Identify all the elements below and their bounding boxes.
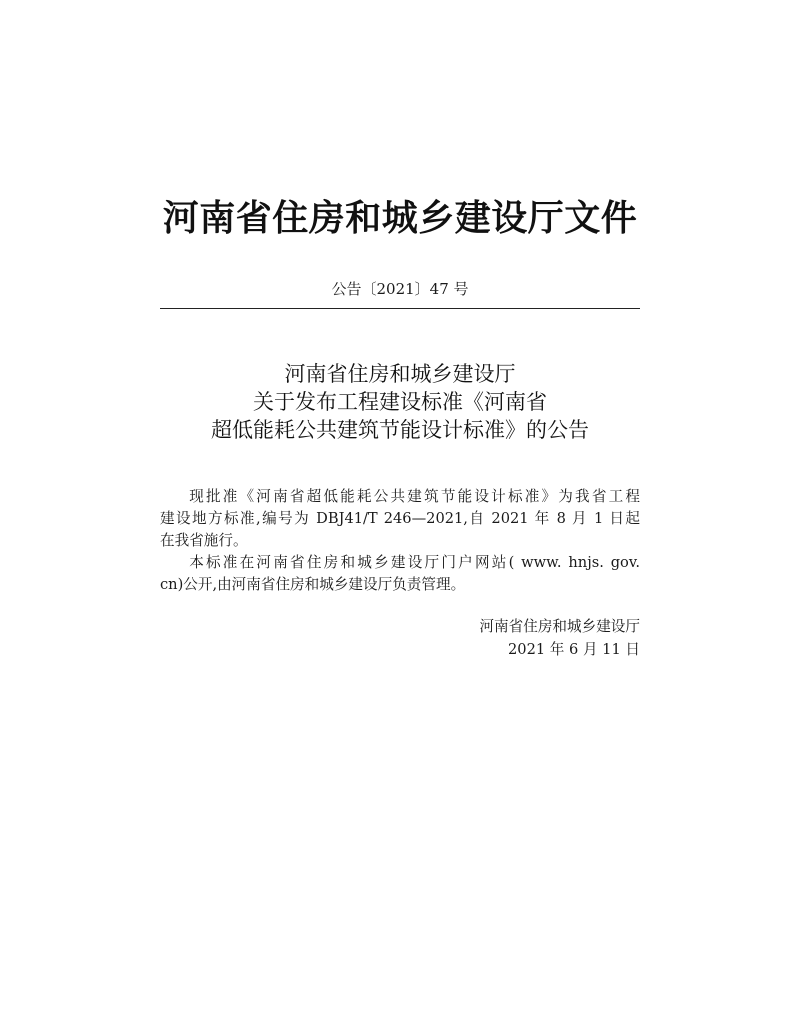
- announcement-title-line-1: 河南省住房和城乡建设厅: [284, 362, 516, 386]
- body-paragraph-1-line-2: 建设地方标准,编号为 DBJ41/T 246—2021,自 2021 年 8 月 1 日起: [160, 510, 640, 527]
- document-number: 公告〔2021〕47 号: [331, 280, 469, 298]
- document-header-title: 河南省住房和城乡建设厅文件: [162, 197, 638, 239]
- announcement-title: [0, 360, 800, 444]
- header-divider: [160, 308, 640, 309]
- body-paragraph-1-line-1: 现批准《河南省超低能耗公共建筑节能设计标准》为我省工程: [189, 488, 640, 505]
- signoff-issuer: 河南省住房和城乡建设厅: [479, 618, 640, 635]
- signoff-block: [479, 615, 640, 661]
- body-paragraph-publication: [160, 552, 640, 596]
- body-paragraph-1-line-3: 在我省施行。: [160, 532, 248, 549]
- announcement-title-line-3: 超低能耗公共建筑节能设计标准》的公告: [211, 418, 589, 442]
- body-paragraph-approval: [160, 486, 640, 552]
- signoff-date: 2021 年 6 月 11 日: [508, 641, 640, 658]
- body-paragraph-2-line-2: cn)公开,由河南省住房和城乡建设厅负责管理。: [160, 576, 466, 593]
- announcement-title-line-2: 关于发布工程建设标准《河南省: [253, 390, 547, 414]
- body-paragraph-2-line-1: 本标准在河南省住房和城乡建设厅门户网站( www. hnjs. gov.: [189, 554, 640, 571]
- announcement-body: [160, 486, 640, 596]
